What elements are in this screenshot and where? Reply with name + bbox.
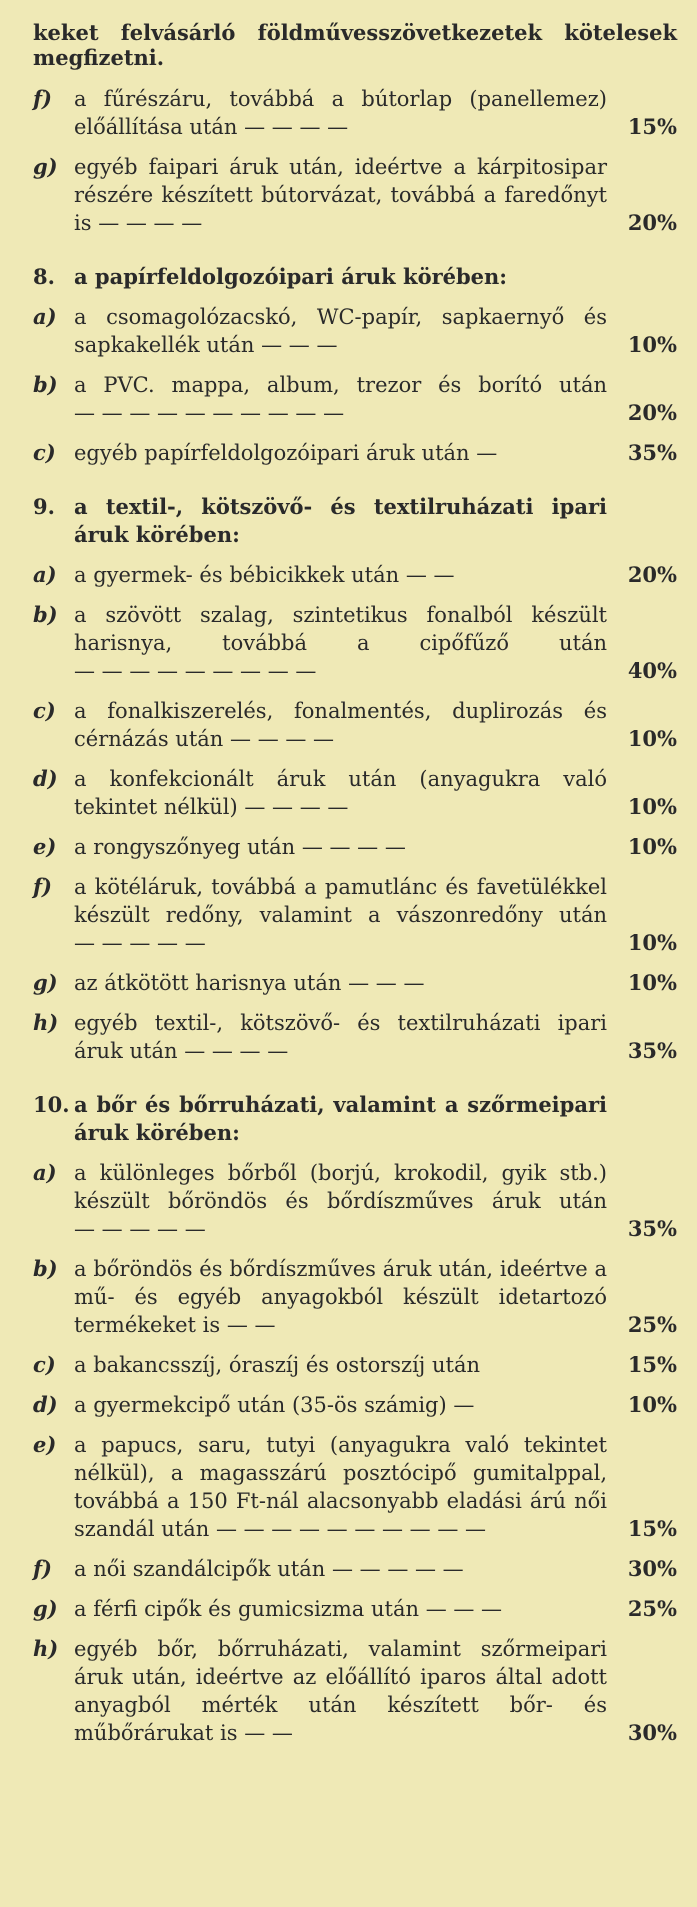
list-item bbox=[33, 1431, 677, 1543]
list-item bbox=[33, 969, 677, 997]
item-letter: g) bbox=[33, 1596, 58, 1621]
item-text bbox=[74, 303, 613, 359]
item-rate: 20% bbox=[627, 400, 677, 425]
item-letter: h) bbox=[33, 1010, 59, 1035]
section-heading bbox=[33, 493, 677, 549]
item-rate: 10% bbox=[627, 834, 677, 859]
section-title: a textil-, kötszövő- és textilruházati ipari áruk körében: bbox=[74, 494, 607, 547]
item-text bbox=[74, 153, 613, 237]
section-heading bbox=[33, 1091, 677, 1147]
list-item bbox=[33, 1555, 677, 1583]
item-rate: 10% bbox=[627, 1392, 677, 1417]
list-item bbox=[33, 153, 677, 237]
item-description: a különleges bőrből (borjú, krokodil, gyik stb.) készült bőröndös és bőrdíszműves áruk után bbox=[74, 1161, 607, 1213]
list-item bbox=[33, 561, 677, 589]
item-letter: b) bbox=[33, 602, 58, 627]
item-letter: a) bbox=[33, 562, 57, 587]
item-letter: g) bbox=[33, 970, 58, 995]
item-text bbox=[74, 765, 613, 821]
leader-dashes: — — — bbox=[348, 971, 425, 995]
list-item bbox=[33, 1595, 677, 1623]
item-text bbox=[74, 1635, 613, 1747]
list-item bbox=[33, 697, 677, 753]
list-item bbox=[33, 833, 677, 861]
item-letter: d) bbox=[33, 1392, 58, 1417]
list-item bbox=[33, 439, 677, 467]
leader-dashes: — — — — — — — — — — bbox=[215, 1517, 487, 1541]
item-description: a rongyszőnyeg után bbox=[74, 835, 296, 859]
item-text bbox=[74, 1391, 613, 1419]
item-description: egyéb textil-, kötszövő- és textilruházati ipari áruk után bbox=[74, 1011, 607, 1063]
leader-dashes: — — — — bbox=[244, 115, 349, 139]
leader-dashes: — — — — bbox=[301, 835, 406, 859]
item-letter: f) bbox=[33, 86, 52, 111]
item-text bbox=[74, 873, 613, 957]
item-text bbox=[74, 601, 613, 685]
item-description: a gyermekcipő után (35-ös számig) bbox=[74, 1393, 447, 1417]
list-item bbox=[33, 1351, 677, 1379]
item-letter: f) bbox=[33, 874, 52, 899]
leader-dashes: — — — — — bbox=[74, 1217, 206, 1241]
item-rate: 20% bbox=[627, 210, 677, 235]
item-letter: g) bbox=[33, 154, 58, 179]
item-text bbox=[74, 833, 613, 861]
item-text bbox=[74, 1159, 613, 1243]
leader-dashes: — — — — — — — — — bbox=[74, 659, 317, 683]
leader-dashes: — bbox=[453, 1393, 475, 1417]
list-item bbox=[33, 873, 677, 957]
item-description: a konfekcionált áruk után (anyagukra való tekintet nélkül) bbox=[74, 767, 607, 819]
item-text bbox=[74, 371, 613, 427]
item-rate: 10% bbox=[627, 726, 677, 751]
item-text bbox=[74, 1351, 613, 1379]
content bbox=[33, 85, 677, 1747]
list-item bbox=[33, 1159, 677, 1243]
leader-dashes: — — — — bbox=[244, 795, 349, 819]
list-item bbox=[33, 601, 677, 685]
item-rate: 15% bbox=[627, 1352, 677, 1377]
list-item bbox=[33, 1255, 677, 1339]
section-number: 9. bbox=[33, 494, 55, 519]
item-description: egyéb faipari áruk után, ideértve a kárpitosipar részére készített bútorvázat, továbbá a faredőnyt is bbox=[74, 155, 607, 235]
item-rate: 25% bbox=[627, 1312, 677, 1337]
item-description: a fonalkiszerelés, fonalmentés, duplirozás és cérnázás után bbox=[74, 699, 607, 751]
item-description: az átkötött harisnya után bbox=[74, 971, 342, 995]
item-letter: e) bbox=[33, 834, 57, 859]
item-description: a női szandálcipők után bbox=[74, 1557, 326, 1581]
section-title: a papírfeldolgozóipari áruk körében: bbox=[74, 264, 508, 289]
item-letter: b) bbox=[33, 1256, 58, 1281]
leader-dashes: — — — — bbox=[230, 727, 335, 751]
item-rate: 15% bbox=[627, 114, 677, 139]
item-letter: d) bbox=[33, 766, 58, 791]
item-description: a papucs, saru, tutyi (anyagukra való tekintet nélkül), a magasszárú posztócipő gumitalppal, továbbá a 150 Ft-nál alacsonyabb eladási árú női szandál után bbox=[74, 1433, 607, 1541]
item-letter: c) bbox=[33, 698, 56, 723]
item-description: a bakancsszíj, óraszíj és ostorszíj után bbox=[74, 1353, 481, 1377]
item-description: a férfi cipők és gumicsizma után bbox=[74, 1597, 419, 1621]
item-description: a szövött szalag, szintetikus fonalból készült harisnya, továbbá a cipőfűző után bbox=[74, 603, 607, 655]
item-rate: 10% bbox=[627, 970, 677, 995]
item-letter: b) bbox=[33, 372, 58, 397]
item-description: egyéb bőr, bőrruházati, valamint szőrmeipari áruk után, ideértve az előállító iparos által adott anyagból mérték után készített bőr- és műbőrárukat is bbox=[74, 1637, 607, 1745]
item-description: a fűrészáru, továbbá a bútorlap (panellemez) előállítása után bbox=[74, 87, 607, 139]
item-rate: 20% bbox=[627, 562, 677, 587]
item-text bbox=[74, 1555, 613, 1583]
item-description: a PVC. mappa, album, trezor és borító után bbox=[74, 373, 607, 397]
item-text bbox=[74, 969, 613, 997]
item-rate: 10% bbox=[627, 332, 677, 357]
item-description: a kötéláruk, továbbá a pamutlánc és favetülékkel készült redőny, valamint a vászonredőny után bbox=[74, 875, 607, 927]
section-number: 8. bbox=[33, 264, 55, 289]
item-text bbox=[74, 1009, 613, 1065]
item-rate: 35% bbox=[627, 1038, 677, 1063]
item-text bbox=[74, 1431, 613, 1543]
item-letter: f) bbox=[33, 1556, 52, 1581]
item-rate: 35% bbox=[627, 1216, 677, 1241]
item-description: a bőröndös és bőrdíszműves áruk után, ideértve a mű- és egyéb anyagokból készült idetartozó termékeket is bbox=[74, 1257, 607, 1337]
item-letter: h) bbox=[33, 1636, 59, 1661]
item-letter: e) bbox=[33, 1432, 57, 1457]
section-title: a bőr és bőrruházati, valamint a szőrmeipari áruk körében: bbox=[74, 1092, 607, 1145]
item-rate: 40% bbox=[627, 658, 677, 683]
item-description: a gyermek- és bébicikkek után bbox=[74, 563, 400, 587]
leader-dashes: — — — — — — — — — — bbox=[74, 401, 345, 425]
item-rate: 25% bbox=[627, 1596, 677, 1621]
item-rate: 10% bbox=[627, 794, 677, 819]
leader-dashes: — — — — — bbox=[74, 931, 206, 955]
leader-dashes: — — — — bbox=[98, 211, 203, 235]
list-item bbox=[33, 303, 677, 359]
leader-dashes: — — bbox=[405, 563, 455, 587]
item-text bbox=[74, 1255, 613, 1339]
item-description: a csomagolózacskó, WC-papír, sapkaernyő és sapkakellék után bbox=[74, 305, 607, 357]
intro-text: keket felvásárló földművesszövetkezetek kötelesek megfizetni. bbox=[33, 20, 677, 70]
item-rate: 30% bbox=[627, 1556, 677, 1581]
item-letter: c) bbox=[33, 1352, 56, 1377]
list-item bbox=[33, 765, 677, 821]
item-rate: 35% bbox=[627, 440, 677, 465]
section-number: 10. bbox=[33, 1092, 70, 1117]
item-text bbox=[74, 561, 613, 589]
list-item bbox=[33, 1009, 677, 1065]
item-description: egyéb papírfeldolgozóipari áruk után bbox=[74, 441, 470, 465]
item-text bbox=[74, 85, 613, 141]
leader-dashes: — bbox=[476, 441, 498, 465]
list-item bbox=[33, 85, 677, 141]
leader-dashes: — — — bbox=[261, 333, 338, 357]
item-rate: 30% bbox=[627, 1720, 677, 1745]
leader-dashes: — — bbox=[226, 1313, 276, 1337]
item-letter: c) bbox=[33, 440, 56, 465]
item-text bbox=[74, 1595, 613, 1623]
item-letter: a) bbox=[33, 1160, 57, 1185]
leader-dashes: — — — — — bbox=[331, 1557, 464, 1581]
list-item bbox=[33, 371, 677, 427]
list-item bbox=[33, 1391, 677, 1419]
leader-dashes: — — — — bbox=[184, 1039, 289, 1063]
item-rate: 15% bbox=[627, 1516, 677, 1541]
leader-dashes: — — bbox=[244, 1721, 293, 1745]
list-item bbox=[33, 1635, 677, 1747]
leader-dashes: — — — bbox=[425, 1597, 503, 1621]
item-rate: 10% bbox=[627, 930, 677, 955]
item-letter: a) bbox=[33, 304, 57, 329]
item-text bbox=[74, 697, 613, 753]
section-heading bbox=[33, 263, 677, 291]
item-text bbox=[74, 439, 613, 467]
